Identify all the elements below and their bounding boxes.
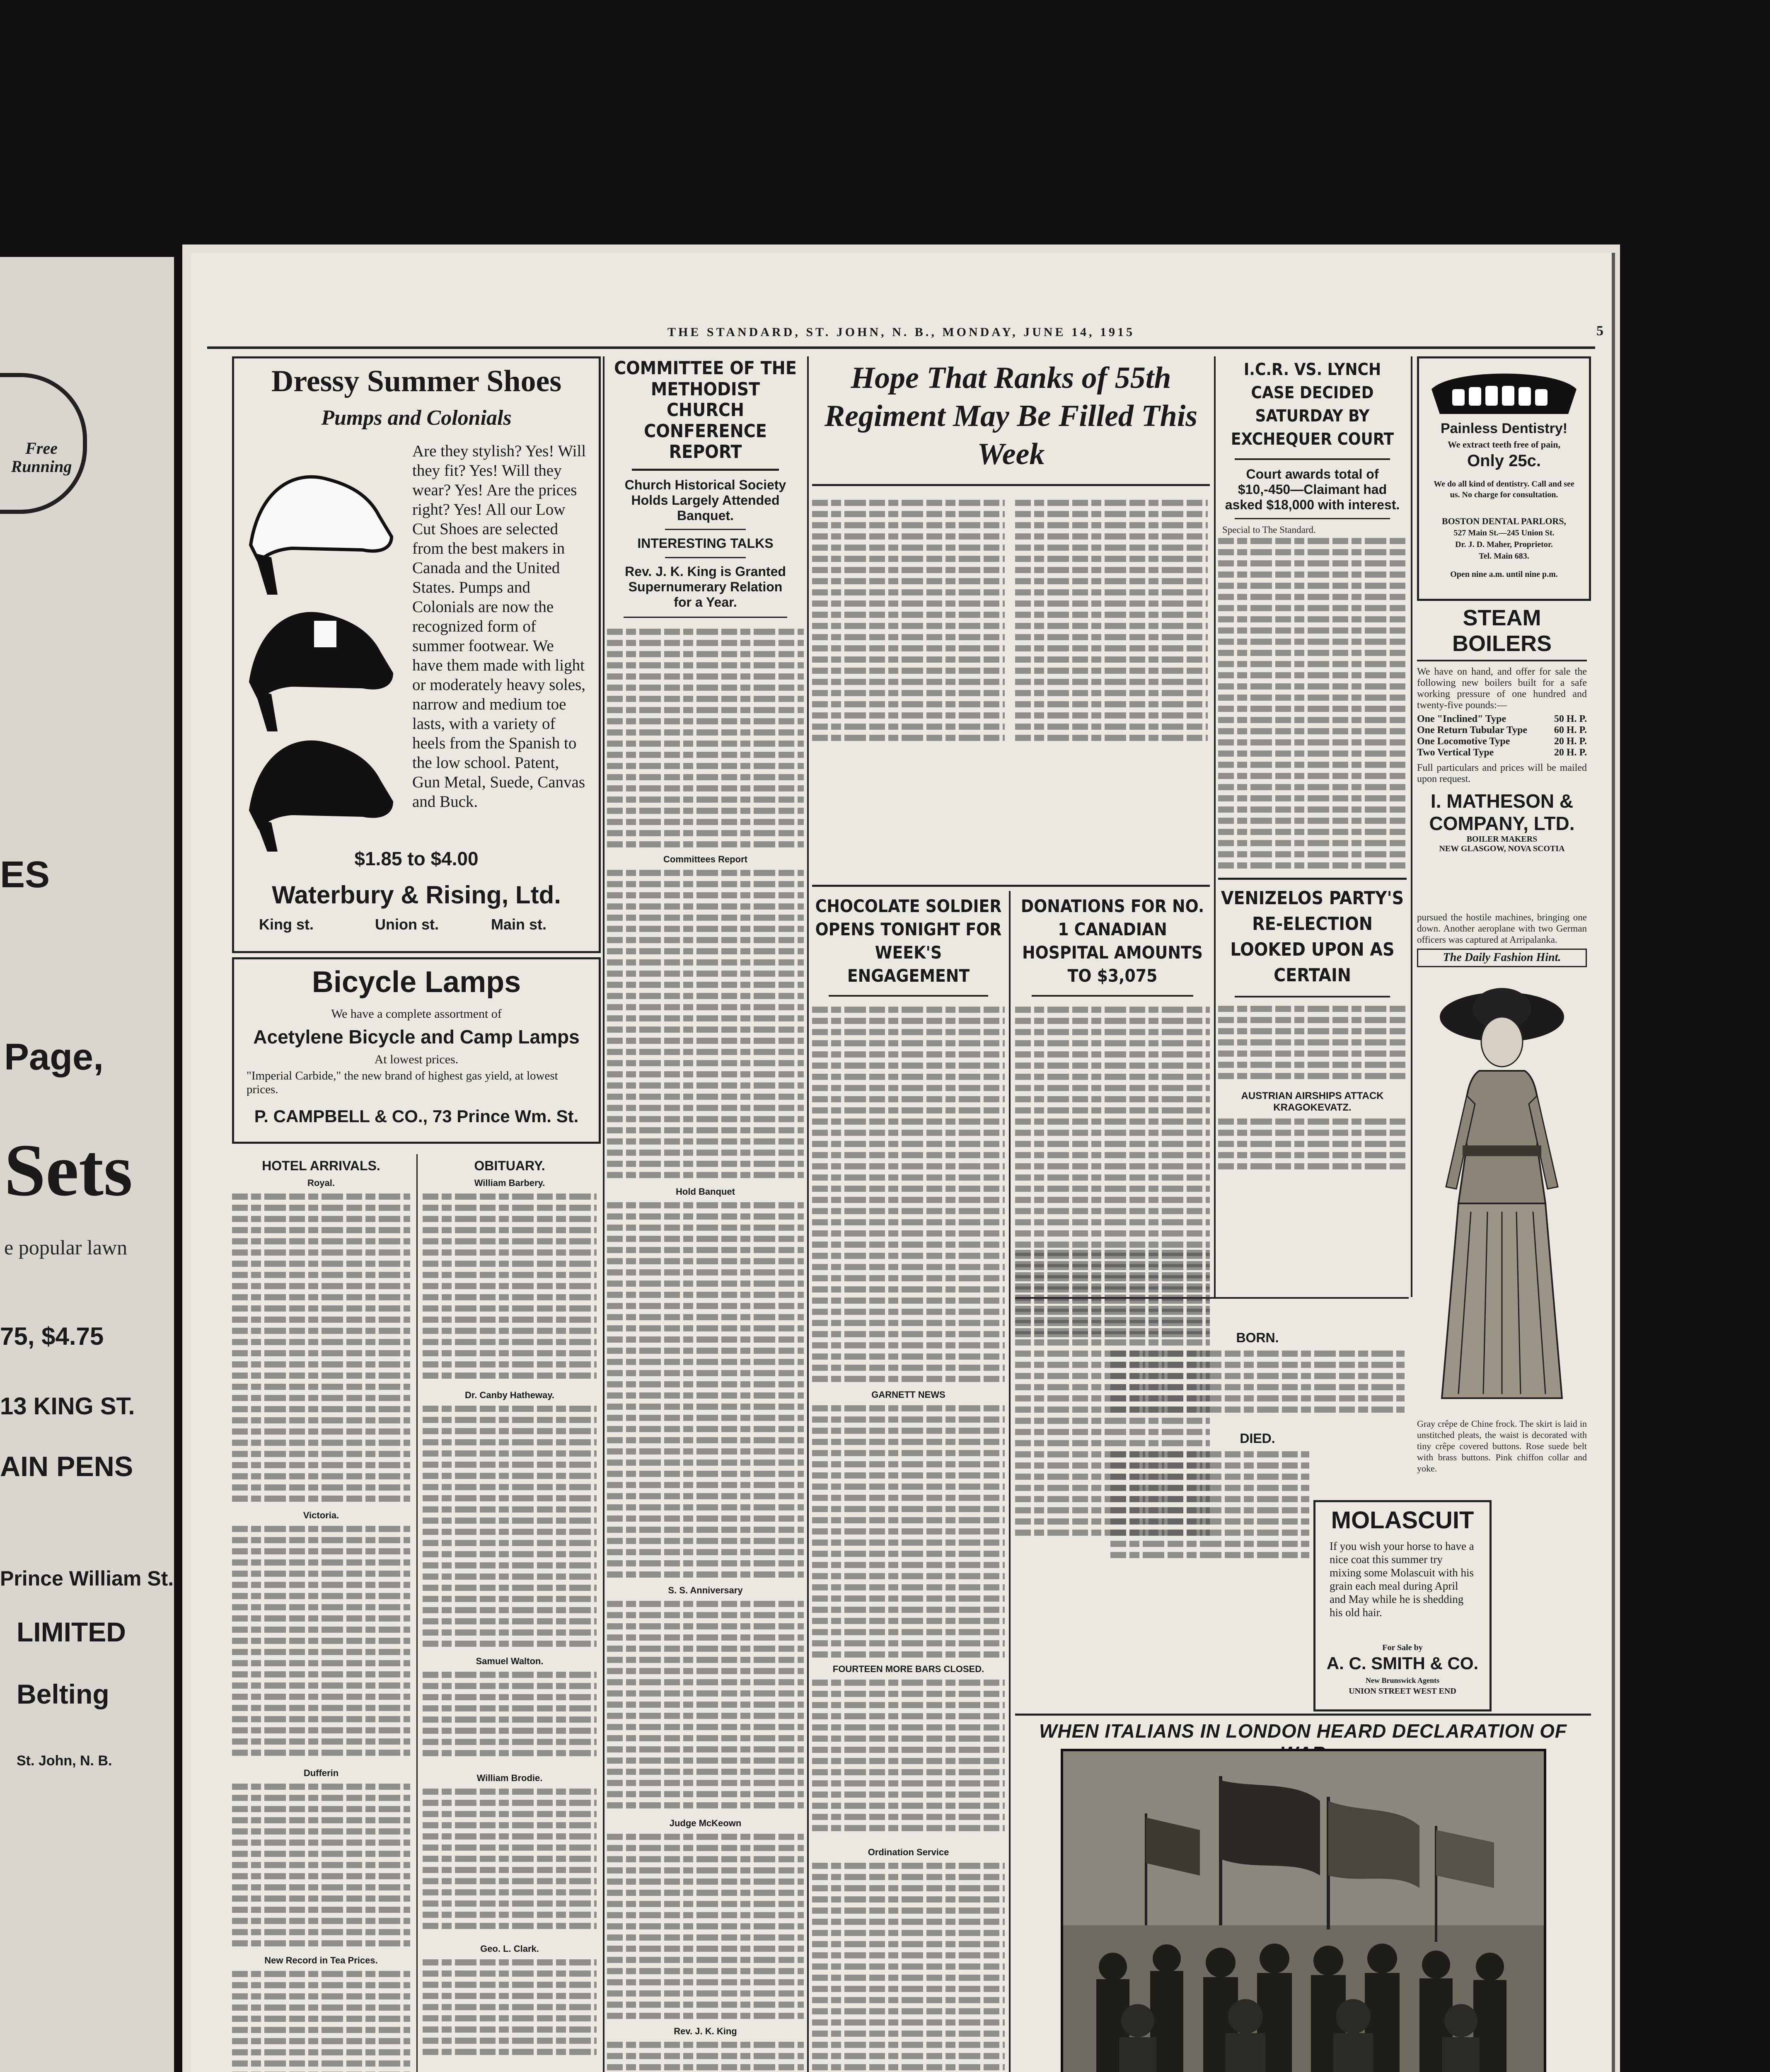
- hotel-arrivals-title: HOTEL ARRIVALS.: [262, 1158, 380, 1173]
- donations-column: [1015, 893, 1210, 1307]
- shoe-illustrations: [242, 441, 408, 856]
- boilers-row-4: Two Vertical Type 20 H. P.: [1417, 747, 1587, 758]
- hotel-section-dufferin: Dufferin: [303, 1768, 339, 1778]
- dentistry-hours: Open nine a.m. until nine p.m.: [1450, 570, 1558, 579]
- boilers-firm2: BOILER MAKERS: [1466, 835, 1538, 844]
- boilers-title: STEAM BOILERS: [1417, 605, 1587, 661]
- hotel-section-royal: Royal.: [307, 1178, 335, 1188]
- tea-heading: New Record in Tea Prices.: [264, 1955, 378, 1965]
- dentistry-addr: 527 Main St.—245 Union St.: [1453, 528, 1555, 537]
- molascuit-sub: New Brunswick Agents: [1365, 1676, 1439, 1685]
- dentistry-line3: We do all kind of dentistry. Call and see us. No charge for consultation.: [1434, 479, 1574, 499]
- lamps-line3: At lowest prices.: [374, 1053, 459, 1066]
- dentistry-line1: We extract teeth free of pain,: [1447, 439, 1561, 450]
- shoes-ad-loc-3: Main st.: [491, 916, 547, 933]
- hotel-royal-body: [232, 1191, 410, 1506]
- fashion-woman-illustration: [1417, 971, 1587, 1415]
- fragment-st-john: St. John, N. B.: [17, 1753, 112, 1769]
- hotel-victoria-body: [232, 1523, 410, 1764]
- shoes-ad-text: Are they stylish? Yes! Will they fit? Yes! Will they wear? Yes! Are the prices right? Yes! All our Low Cut Shoes are selected from the best makers in Canada and the United States. Pumps and Colonials are now the recognized form of summer footwear. We have them made with light or moderately heavy soles, narrow and medium toe lasts, with a variety of heels from the Spanish to the low school. Patent, Gun Metal, Suede, Canvas and Buck.: [412, 442, 586, 811]
- boilers-row-3: One Locomotive Type 20 H. P.: [1417, 736, 1587, 747]
- methodist-sub-5: Rev. J. K. King: [674, 2026, 737, 2036]
- molascuit-for-sale: For Sale by: [1382, 1643, 1423, 1652]
- chocolate-headline: CHOCOLATE SOLDIER OPENS TONIGHT FOR WEEK'S ENGAGEMENT: [815, 896, 1002, 986]
- tea-body: [232, 1968, 410, 2072]
- teeth-icon: [1427, 364, 1581, 418]
- fragment-prince-wm: Prince William St.: [0, 1567, 174, 1590]
- shoes-ad-price: $1.85 to $4.00: [354, 848, 479, 869]
- obit-name-4: William Brodie.: [476, 1773, 543, 1783]
- obit-name-3: Samuel Walton.: [476, 1656, 544, 1666]
- hotel-dufferin-body: [232, 1781, 410, 1951]
- boilers-intro: We have on hand, and offer for sale the following new boilers built for a safe working pressure of one hundred and twenty-five pounds:—: [1417, 666, 1587, 711]
- obituary-title: OBITUARY.: [474, 1158, 545, 1173]
- obit-name-5: Geo. L. Clark.: [480, 1944, 539, 1954]
- page-number: 5: [1596, 323, 1603, 339]
- boilers-row-1: One "Inclined" Type 50 H. P.: [1417, 714, 1587, 724]
- hotel-arrivals-column: [232, 1154, 410, 2072]
- molascuit-text: If you wish your horse to have a nice coat this summer try mixing some Molascuit with his grain each meal during April and May while he is shedding his old hair.: [1330, 1540, 1474, 1619]
- dentistry-title: Painless Dentistry!: [1440, 421, 1568, 436]
- methodist-sub-2: Hold Banquet: [676, 1186, 735, 1197]
- italians-photo: [1061, 1749, 1546, 2072]
- colonial-shoe-icon: [251, 614, 392, 731]
- lamps-title: Bicycle Lamps: [312, 966, 521, 999]
- born-heading: BORN.: [1236, 1330, 1279, 1345]
- lamps-line4: "Imperial Carbide," the new brand of highest gas yield, at lowest prices.: [247, 1069, 558, 1096]
- obituary-column: [423, 1154, 597, 2072]
- fashion-column: [1417, 912, 1587, 1637]
- molascuit-firm: A. C. SMITH & CO.: [1326, 1653, 1479, 1673]
- lamps-line1: We have a complete assortment of: [331, 1007, 502, 1021]
- icr-headline: I.C.R. VS. LYNCH CASE DECIDED SATURDAY BY EXCHEQUER COURT: [1231, 360, 1394, 449]
- shoes-ad-firm: Waterbury & Rising, Ltd.: [272, 881, 561, 909]
- lamps-line2: Acetylene Bicycle and Camp Lamps: [253, 1026, 580, 1048]
- shoes-ad: [232, 356, 601, 953]
- fashion-title: The Daily Fashion Hint.: [1417, 949, 1587, 967]
- chocolate-sub-3: Ordination Service: [868, 1847, 949, 1857]
- donations-headline: DONATIONS FOR NO. 1 CANADIAN HOSPITAL AMOUNTS TO $3,075: [1020, 896, 1204, 986]
- obit-name-2: Dr. Canby Hatheway.: [465, 1390, 554, 1400]
- fragment-free-running: Free Running: [11, 439, 72, 476]
- fragment-king-st: 13 KING ST.: [0, 1393, 135, 1420]
- patent-shoe-icon: [251, 742, 392, 852]
- molascuit-title: MOLASCUIT: [1331, 1507, 1474, 1534]
- boilers-firm: I. MATHESON & COMPANY, LTD.: [1429, 790, 1575, 834]
- chocolate-soldier-column: [812, 893, 1005, 2072]
- dentistry-line2: Only 25c.: [1467, 452, 1541, 470]
- boilers-ad: [1417, 605, 1587, 853]
- shoes-ad-loc-1: King st.: [259, 916, 314, 933]
- icr-deck: Court awards total of $10,-450—Claimant had asked $18,000 with interest.: [1225, 467, 1400, 512]
- shoes-ad-title: Dressy Summer Shoes: [271, 364, 562, 398]
- regiment-headline: Hope That Ranks of 55th Regiment May Be Filled This Week: [824, 361, 1198, 471]
- fragment-prices: 75, $4.75: [0, 1322, 104, 1350]
- fragment-belting: Belting: [17, 1679, 109, 1709]
- newspaper-page: [191, 253, 1615, 2072]
- dentistry-ad: [1417, 356, 1591, 601]
- boilers-outro: Full particulars and prices will be mailed upon request.: [1417, 762, 1587, 784]
- methodist-deck3: Rev. J. K. King is Granted Supernumerary Relation for a Year.: [625, 564, 786, 610]
- methodist-column: [607, 356, 804, 2072]
- boilers-addr: NEW GLASGOW, NOVA SCOTIA: [1439, 844, 1565, 853]
- molascuit-addr: UNION STREET WEST END: [1349, 1687, 1456, 1696]
- methodist-sub-1: Committees Report: [663, 854, 747, 864]
- pump-shoe-icon: [251, 477, 392, 595]
- dentistry-firm: BOSTON DENTAL PARLORS,: [1441, 516, 1567, 526]
- methodist-deck2: INTERESTING TALKS: [637, 536, 774, 551]
- fragment-sets: Sets: [4, 1129, 133, 1211]
- lamps-firm: P. CAMPBELL & CO., 73 Prince Wm. St.: [254, 1106, 579, 1126]
- previous-page-fragment: [0, 257, 174, 2072]
- chocolate-sub-1: GARNETT NEWS: [871, 1389, 945, 1400]
- fragment-limited: LIMITED: [17, 1617, 126, 1647]
- fragment-pens: AIN PENS: [0, 1451, 133, 1482]
- bicycle-lamps-ad: [232, 957, 601, 1144]
- italians-headline: WHEN ITALIANS IN LONDON HEARD DECLARATION OF: [1039, 1720, 1567, 1742]
- fragment-es: ES: [0, 854, 50, 896]
- methodist-headline: COMMITTEE OF THE METHODIST CHURCH CONFERENCE REPORT: [614, 358, 797, 463]
- methodist-deck1: Church Historical Society Holds Largely Attended Banquet.: [624, 477, 786, 523]
- obit-name-1: William Barbery.: [474, 1178, 545, 1188]
- italians-story: [1015, 1720, 1591, 2072]
- shoes-ad-subtitle: Pumps and Colonials: [321, 406, 512, 430]
- masthead: THE STANDARD, ST. JOHN, N. B., MONDAY, JUNE 14, 1915: [667, 325, 1135, 339]
- boilers-row-2: One Return Tubular Type 60 H. P.: [1417, 725, 1587, 736]
- icr-special: Special to The Standard.: [1222, 525, 1316, 535]
- chocolate-sub-2: FOURTEEN MORE BARS CLOSED.: [832, 1664, 984, 1674]
- fragment-page: Page,: [4, 1036, 104, 1078]
- died-heading: DIED.: [1240, 1431, 1275, 1446]
- dentistry-tel: Tel. Main 683.: [1479, 552, 1529, 561]
- hotel-section-victoria: Victoria.: [303, 1510, 339, 1520]
- venizelos-headline: VENIZELOS PARTY'S RE-ELECTION LOOKED UPON AS CERTAIN: [1221, 888, 1404, 986]
- fragment-popular: e popular lawn: [4, 1236, 128, 1259]
- icr-lynch-column: [1218, 356, 1407, 1297]
- methodist-sub-4: Judge McKeown: [669, 1818, 742, 1828]
- venizelos-sub: AUSTRIAN AIRSHIPS ATTACK KRAGOKEVATZ.: [1241, 1090, 1384, 1113]
- fashion-caption: Gray crêpe de Chine frock. The skirt is laid in unstitched pleats, the waist is decorated with tiny crêpe covered buttons. Rose suede belt with brass buttons. Pink chiffon collar and yoke.: [1417, 1418, 1587, 1474]
- methodist-sub-3: S. S. Anniversary: [668, 1585, 743, 1595]
- dentistry-prop: Dr. J. D. Maher, Proprietor.: [1455, 540, 1553, 549]
- shoes-ad-loc-2: Union st.: [375, 916, 439, 933]
- fashion-intro: pursued the hostile machines, bringing one down. Another aeroplane with two German officers was captured at Arripalanka.: [1417, 912, 1587, 945]
